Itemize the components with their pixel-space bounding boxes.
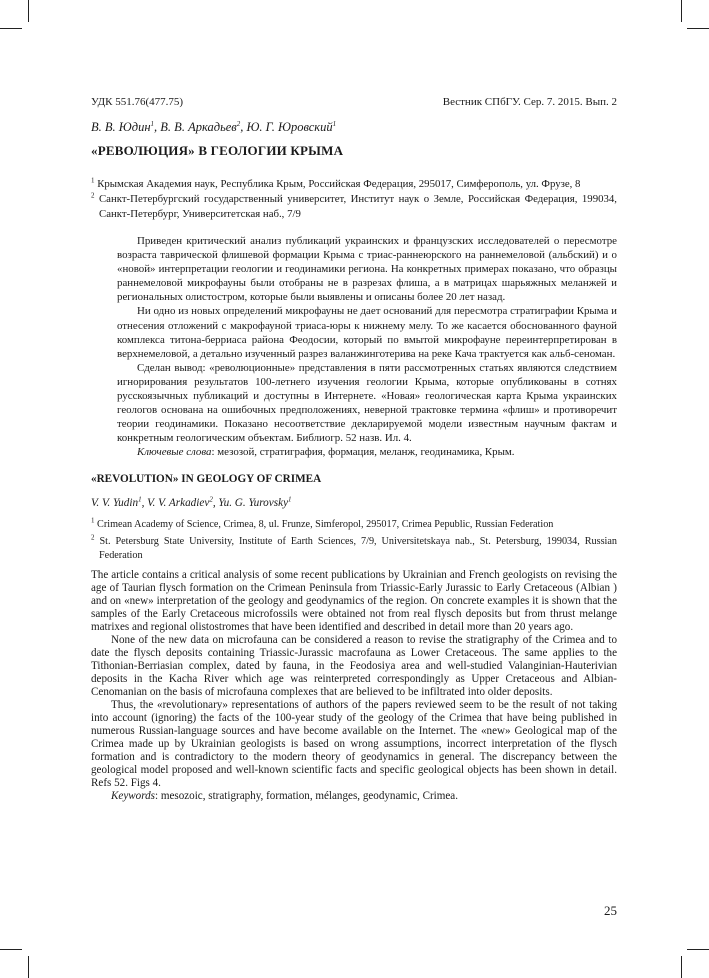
author-separator: , bbox=[141, 496, 148, 509]
author-name: V. V. Arkadiev bbox=[147, 496, 210, 509]
author-name: В. В. Аркадьев bbox=[160, 120, 237, 134]
affiliation-text: Crimean Academy of Science, Crimea, 8, ul. Frunze, Simferopol, 295017, Crimea Pepublic, Russian Federation bbox=[97, 518, 554, 530]
affiliation-text: St. Petersburg State University, Institute of Earth Sciences, 7/9, Universitetskaya nab., St. Petersburg, 199034, Russian Federation bbox=[99, 535, 617, 561]
author-affiliation-mark: 1 bbox=[332, 119, 337, 128]
author-affiliation-mark: 1 bbox=[150, 119, 155, 128]
author-name: Yu. G. Yurovsky bbox=[218, 496, 289, 509]
affiliation-mark: 2 bbox=[91, 191, 95, 200]
author-separator: , bbox=[154, 120, 161, 134]
keywords-label: Ключевые слова bbox=[137, 446, 212, 459]
keywords-en bbox=[91, 790, 617, 803]
abstract-paragraph: Сделан вывод: «революционные» представления в пяти рассмотренных статьях являются следствием игнорирования результатов 100-летнего изучения геологии Крыма, которые опубликованы в сотнях русскоязычных публикаций и доступны в Интернете. «Новая» геологическая карта Крыма украинских геологов основана на ошибочных предположениях, неверной трактовке термина «флиш» и противоречит теории геодинамики. Показано несоответствие декларируемой модели известным научным фактам и конкретным геологическим объектам. Библиогр. 52 назв. Ил. 4. bbox=[117, 361, 617, 445]
crop-mark bbox=[687, 949, 709, 950]
keywords-text: : мезозой, стратиграфия, формация, меланж, геодинамика, Крым. bbox=[211, 446, 515, 459]
abstract-ru bbox=[117, 234, 617, 460]
udk-code: УДК 551.76(477.75) bbox=[91, 96, 184, 108]
affiliation bbox=[91, 535, 617, 563]
crop-mark bbox=[28, 0, 29, 22]
abstract-paragraph: The article contains a critical analysis of some recent publications by Ukrainian and French geologists on revising the age of Taurian flysch formation on the Crimean Peninsula from Triassic-Early Jurassic to Early Cretaceous (Albian ) and on «new» interpretation of the geology and geodynamics of the region. On concrete examples it is shown that the samples of the Early Cretaceous microfossils were obtained not from real flysch deposits but from thrust melange matrixes and regional olistostromes that have been identified and described in detail more than 20 years ago. bbox=[91, 568, 617, 633]
keywords-text: : mesozoic, stratigraphy, formation, mélanges, geodynamic, Crimea. bbox=[154, 790, 459, 803]
crop-mark bbox=[687, 28, 709, 29]
article-title-ru: «РЕВОЛЮЦИЯ» В ГЕОЛОГИИ КРЫМА bbox=[91, 143, 344, 158]
crop-mark bbox=[0, 28, 22, 29]
running-header bbox=[91, 95, 617, 109]
affiliation bbox=[91, 518, 617, 532]
author-affiliation-mark: 2 bbox=[236, 119, 241, 128]
abstract-paragraph: Thus, the «revolutionary» representations of authors of the papers reviewed seem to be the result of not taking into account (ignoring) the facts of the 100-year study of the geology of the Crimea that have being published in numerous Russian-language sources and have become available on the Internet. The «new» Geological map of the Crimea made up by Ukrainian geologists is based on wrong assumptions, incorrect interpretation of the flysch formation and is contradictory to the modern theory of geodynamics in general. The discrepancy between the geological model proposed and well-known scientific facts and specific geological objects has been shown in detail. Refs 52. Figs 4. bbox=[91, 698, 617, 790]
page-number: 25 bbox=[604, 903, 617, 918]
author-affiliation-mark: 2 bbox=[209, 494, 213, 503]
affiliation-mark: 2 bbox=[91, 533, 95, 542]
crop-mark bbox=[681, 0, 682, 22]
affiliation-mark: 1 bbox=[91, 176, 95, 185]
abstract-paragraph: Ни одно из новых определений микрофауны не дает оснований для пересмотра стратиграфии Крыма и отнесения отложений с макрофауной триаса-юры к нижнему мелу. То же касается обоснованного фауной комплекса титона-берриаса района Феодосии, который по вмытой микрофауне переинтерпретирован в верхнемеловой, а детально изученный разрез валанжинготерива на реке Кача трактуется как альб-сеноман. bbox=[117, 305, 617, 360]
affiliations-ru bbox=[91, 177, 617, 222]
article-title-en: «REVOLUTION» IN GEOLOGY OF CRIMEA bbox=[91, 472, 322, 485]
author-name: В. В. Юдин bbox=[91, 120, 151, 134]
author-affiliation-mark: 1 bbox=[138, 494, 142, 503]
journal-info: Вестник СПбГУ. Сер. 7. 2015. Вып. 2 bbox=[442, 96, 617, 108]
crop-mark bbox=[0, 949, 22, 950]
affiliations-en bbox=[91, 518, 617, 563]
article-page bbox=[91, 95, 617, 803]
crop-mark bbox=[28, 956, 29, 978]
abstract-paragraph: Приведен критический анализ публикаций украинских и французских исследователей о пересмотре возраста таврической флишевой формации Крыма с триас-раннеюрского на раннемеловой (альбский) и о «новой» интерпретации геологии и геодинамики региона. На конкретных примерах показано, что образцы раннемеловой микрофауны были отобраны не в разрезах флиша, а в матрицах шарьяжных меланжей и региональных олистостром, которые были выявлены и описаны более 20 лет назад. bbox=[117, 235, 617, 304]
affiliation-mark: 1 bbox=[91, 516, 95, 525]
affiliation bbox=[91, 177, 617, 192]
keywords-ru bbox=[117, 445, 617, 459]
affiliation-text: Крымская Академия наук, Республика Крым, Российская Федерация, 295017, Симферополь, ул. Фрузе, 8 bbox=[97, 178, 581, 190]
author-affiliation-mark: 1 bbox=[288, 494, 292, 503]
author-separator: , bbox=[212, 496, 219, 509]
authors-en bbox=[91, 496, 617, 510]
keywords-label: Keywords bbox=[111, 790, 155, 803]
author-separator: , bbox=[240, 120, 247, 134]
abstract-paragraph: None of the new data on microfauna can be considered a reason to revise the stratigraphy of the Crimea and to date the flysch deposits containing Triassic-Jurassic macrofauna as Lower Cretaceous. The same applies to the Tithonian-Berriasian complex, dated by fauna, in the Feodosiya area and well-studied Valanginian-Hauterivian deposits in the Kacha River which age was reinterpreted correspondingly as Upper Cretaceous and Albian-Cenomanian on the basis of microfauna complexes that are believed to be infiltrated into older deposits. bbox=[91, 633, 617, 698]
authors-ru bbox=[91, 119, 617, 135]
affiliation bbox=[91, 192, 617, 222]
author-name: Ю. Г. Юровский bbox=[246, 120, 333, 134]
crop-mark bbox=[681, 956, 682, 978]
affiliation-text: Санкт-Петербургский государственный университет, Институт наук о Земле, Российская Федерация, 199034, Санкт-Петербург, Университетская наб., 7/9 bbox=[98, 193, 618, 220]
author-name: V. V. Yudin bbox=[91, 496, 139, 509]
abstract-en bbox=[91, 569, 617, 804]
